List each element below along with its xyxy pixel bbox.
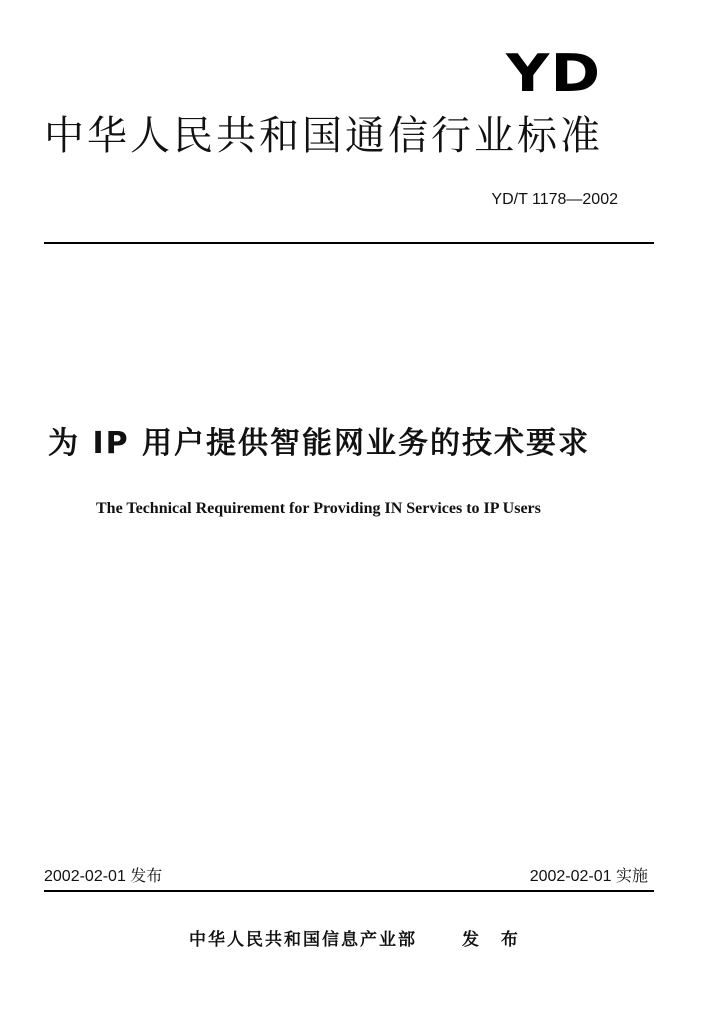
implementation-date: 2002-02-01 实施 — [529, 868, 648, 885]
document-title-en: The Technical Requirement for Providing IN Services to IP Users — [96, 500, 541, 517]
issue-date: 2002-02-01 发布 — [44, 868, 163, 885]
standard-category-title: 中华人民共和国通信行业标准 — [44, 113, 603, 159]
bottom-divider — [44, 890, 654, 892]
yd-logo: YD — [506, 44, 602, 104]
document-title-zh: 为 IP 用户提供智能网业务的技术要求 — [48, 426, 591, 461]
publisher-name: 中华人民共和国信息产业部 — [189, 930, 417, 950]
publish-label: 发 布 — [462, 930, 526, 950]
standard-number: YD/T 1178—2002 — [491, 191, 618, 208]
top-divider — [44, 242, 654, 244]
